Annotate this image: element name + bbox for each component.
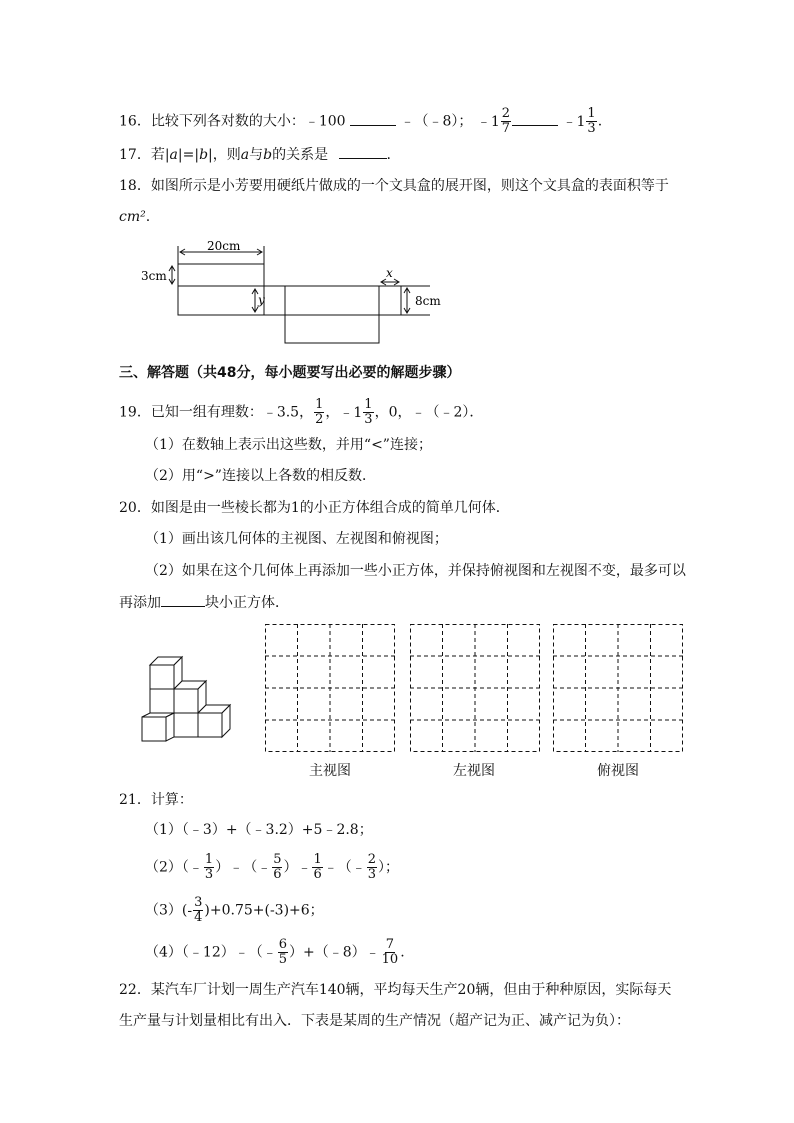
label-y: y xyxy=(258,293,265,307)
net-middle-rect xyxy=(285,286,379,315)
question-19-part1: （1）在数轴上表示出这些数，并用“<”连接； xyxy=(145,437,432,453)
cube-solid-figure xyxy=(140,655,235,747)
question-21-expr4: （4）（﹣12）﹣（﹣ $\frac{6}{5}$ ）+（﹣8）﹣ $\frac{7}{10}$ . xyxy=(145,937,405,967)
question-21-expr1: （1）（﹣3）+（﹣3.2）+5﹣2.8； xyxy=(145,822,373,838)
answer-blank[interactable] xyxy=(339,146,387,159)
caption-left-view: 左视图 xyxy=(453,763,495,779)
question-22: 22．某汽车厂计划一周生产汽车140辆，平均每天生产20辆，但由于种种原因，实际每天 xyxy=(119,982,672,998)
mixed-number: ﹣1 $\frac{2}{7}$ xyxy=(476,106,511,136)
label-x: x xyxy=(386,266,393,280)
question-20-part2b: 再添加 块小正方体． xyxy=(119,595,289,611)
answer-blank[interactable] xyxy=(161,594,205,607)
box-net-figure xyxy=(135,236,455,348)
question-16: 16．比较下列各对数的大小：﹣100 ﹣（﹣8）； ﹣1 $\frac{2}{7}$ ﹣1 $\frac{1}{3}$ . xyxy=(119,106,603,136)
top-view-grid[interactable] xyxy=(553,624,683,752)
question-19-part2: （2）用“>”连接以上各数的相反数． xyxy=(145,468,376,484)
answer-blank[interactable] xyxy=(512,113,558,126)
caption-front-view: 主视图 xyxy=(309,763,351,779)
question-21: 21．计算： xyxy=(119,792,193,808)
question-18: 18．如图所示是小芳要用硬纸片做成的一个文具盒的展开图，则这个文具盒的表面积等于 xyxy=(119,178,669,194)
question-18-unit: cm². xyxy=(119,209,151,225)
question-22-line2: 生产量与计划量相比有出入．下表是某周的生产情况（超产记为正、减产记为负）： xyxy=(119,1013,630,1029)
label-8cm: 8cm xyxy=(415,294,441,308)
left-view-grid[interactable] xyxy=(410,624,540,752)
net-top-rect xyxy=(178,264,264,286)
question-20: 20．如图是由一些棱长都为1的小正方体组合成的简单几何体． xyxy=(119,500,510,516)
question-21-expr3: （3）(- $\frac{3}{4}$ )+0.75+(-3)+6； xyxy=(145,895,324,925)
net-left-rect xyxy=(178,286,264,315)
section-heading: 三、解答题（共48分，每小题要写出必要的解题步骤） xyxy=(119,365,461,381)
question-17: 17．若|a|=|b|，则a与b的关系是 . xyxy=(119,147,391,163)
net-bottom-rect xyxy=(285,315,379,343)
mixed-number: ﹣1 $\frac{1}{3}$ xyxy=(562,106,596,136)
net-right-rect xyxy=(379,286,401,315)
front-view-grid[interactable] xyxy=(265,624,395,752)
label-20cm: 20cm xyxy=(207,239,241,253)
question-21-expr2: （2）（﹣ $\frac{1}{3}$ ）﹣（﹣ $\frac{5}{6}$ ）﹣ $\frac{1}{6}$ ﹣（﹣ $\frac{2}{3}$ ）； xyxy=(145,852,400,882)
caption-top-view: 俯视图 xyxy=(597,763,639,779)
question-20-part1: （1）画出该几何体的主视图、左视图和俯视图； xyxy=(145,531,448,547)
label-3cm: 3cm xyxy=(141,269,167,283)
question-20-part2: （2）如果在这个几何体上再添加一些小正方体，并保持俯视图和左视图不变，最多可以 xyxy=(145,563,686,579)
question-19: 19．已知一组有理数：﹣3.5， $\frac{1}{2}$ ， ﹣1 $\frac{1}{3}$ ，0，﹣（﹣2）． xyxy=(119,397,484,427)
answer-blank[interactable] xyxy=(350,113,396,126)
